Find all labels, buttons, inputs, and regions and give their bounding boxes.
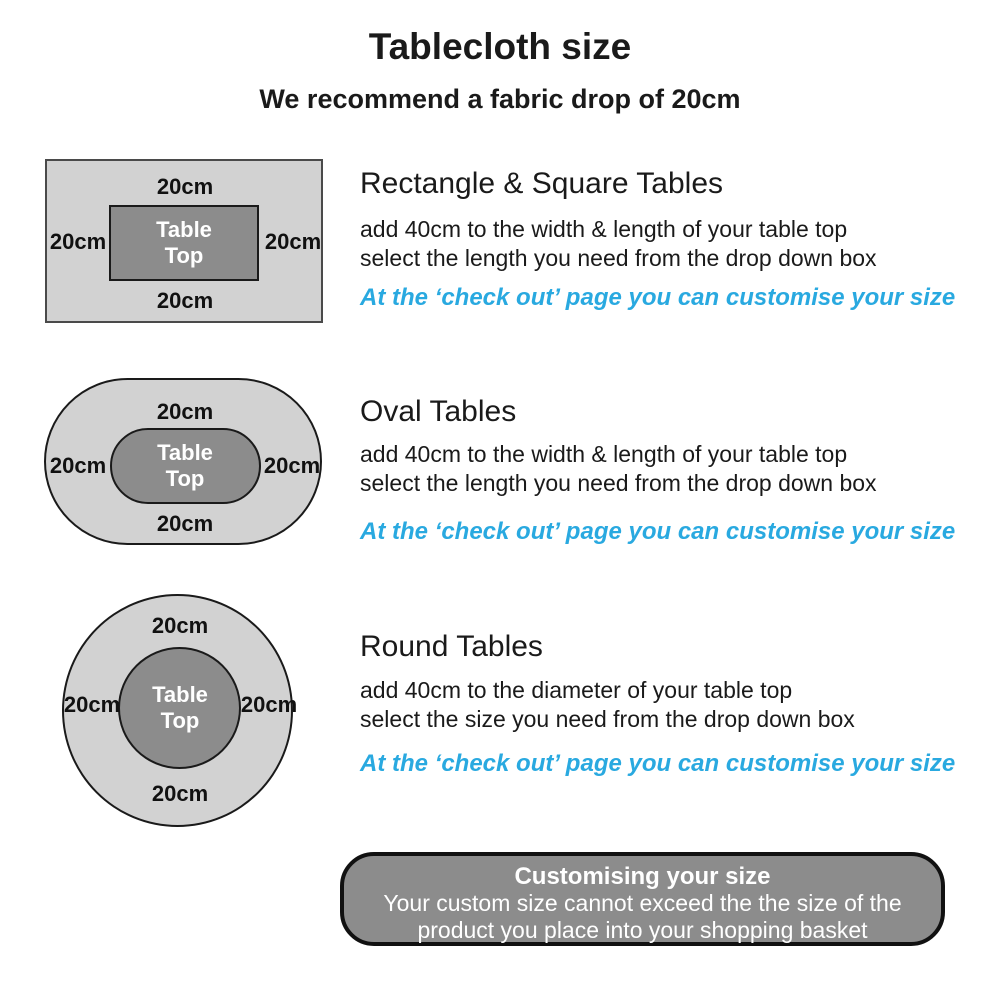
footer-box-line1: Your custom size cannot exceed the the size of the	[383, 890, 902, 916]
footer-box-heading: Customising your size	[514, 863, 771, 890]
rectangle-body-line2: select the length you need from the drop down box	[360, 245, 877, 271]
footer-box-line2: product you place into your shopping basket	[417, 917, 868, 943]
margin-label-top: 20cm	[151, 613, 209, 638]
customising-size-note-box	[340, 852, 945, 946]
tabletop-label-line1: Table	[157, 440, 213, 465]
oval-body-line2: select the length you need from the drop down box	[360, 470, 877, 496]
tabletop-label-line2: Top	[165, 466, 205, 491]
round-body-line1: add 40cm to the diameter of your table top	[360, 677, 793, 703]
tabletop-label-line1: Table	[152, 682, 208, 707]
page-title: Tablecloth size	[368, 26, 632, 67]
margin-label-bottom: 20cm	[156, 511, 214, 536]
margin-label-left: 20cm	[49, 229, 107, 254]
oval-body-line1: add 40cm to the width & length of your table top	[360, 441, 848, 467]
tabletop-label-line1: Table	[156, 217, 212, 242]
tabletop-label-line2: Top	[160, 708, 200, 733]
margin-label-right: 20cm	[240, 692, 298, 717]
round-section-body	[360, 676, 855, 734]
round-table-diagram	[62, 594, 298, 827]
margin-label-left: 20cm	[49, 453, 107, 478]
rectangle-section-heading: Rectangle & Square Tables	[360, 167, 724, 200]
oval-section-body	[360, 440, 877, 498]
margin-label-bottom: 20cm	[151, 781, 209, 806]
rectangle-section-note: At the ‘check out’ page you can customise your size	[360, 284, 956, 311]
oval-tabletop-label	[157, 440, 213, 492]
rectangle-section-body	[360, 215, 877, 273]
round-body-line2: select the size you need from the drop down box	[360, 706, 855, 732]
margin-label-right: 20cm	[263, 453, 321, 478]
tabletop-label-line2: Top	[164, 243, 204, 268]
round-section-note: At the ‘check out’ page you can customise your size	[360, 750, 956, 777]
oval-table-diagram	[44, 378, 322, 545]
page-subtitle: We recommend a fabric drop of 20cm	[259, 84, 741, 114]
margin-label-bottom: 20cm	[156, 288, 214, 313]
margin-label-right: 20cm	[264, 229, 322, 254]
rectangle-table-diagram	[45, 159, 323, 323]
margin-label-left: 20cm	[63, 692, 121, 717]
rectangle-body-line1: add 40cm to the width & length of your table top	[360, 216, 848, 242]
margin-label-top: 20cm	[156, 174, 214, 199]
margin-label-top: 20cm	[156, 399, 214, 424]
round-section-heading: Round Tables	[360, 630, 543, 663]
round-tabletop-label	[152, 682, 208, 734]
oval-section-heading: Oval Tables	[360, 395, 517, 428]
oval-section-note: At the ‘check out’ page you can customise your size	[360, 518, 956, 545]
rectangle-tabletop-label	[156, 217, 212, 269]
